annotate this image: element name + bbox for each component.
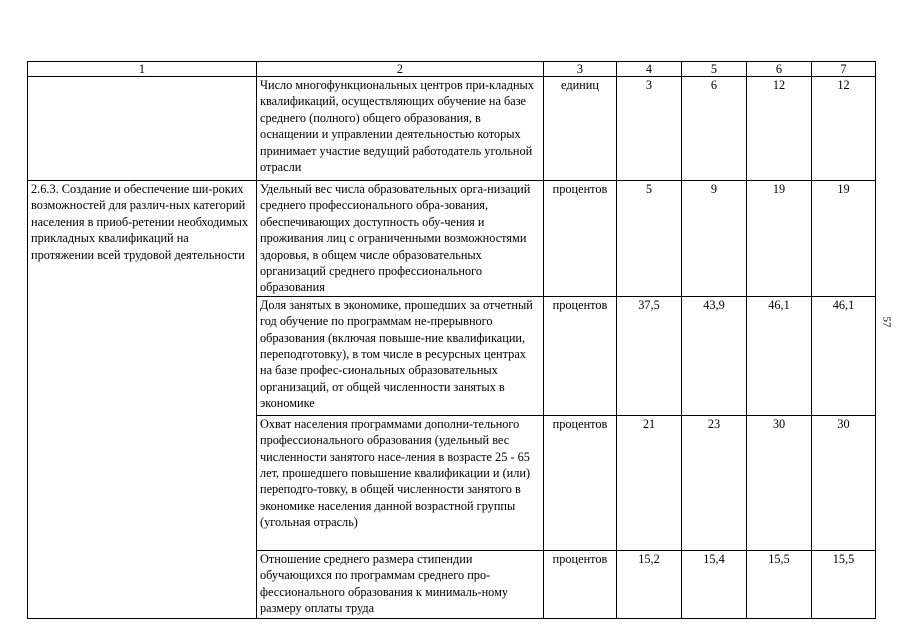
header-cell-1: 1 [28, 62, 257, 77]
value-cell-4: 3 [617, 77, 682, 181]
value-cell-7: 12 [812, 77, 876, 181]
value-cell-4: 21 [617, 415, 682, 550]
header-cell-4: 4 [617, 62, 682, 77]
unit-cell: процентов [544, 415, 617, 550]
value-cell-7: 15,5 [812, 550, 876, 618]
header-cell-5: 5 [682, 62, 747, 77]
value-cell-6: 12 [747, 77, 812, 181]
value-cell-6: 15,5 [747, 550, 812, 618]
indicator-cell: Охват населения программами дополни-тельного профессионального образования (удельный вес численности занятого насе-ления в возрасте 25 - 65 лет, прошедшего повышение квалификации и (или) переподго-товку, в общей численности занятого в экономике населения данной возрастной группы (угольная отрасль) [257, 415, 544, 550]
indicator-cell: Отношение среднего размера стипендии обучающихся по программам среднего про-фессионального образования к минималь-ному размеру оплаты труда [257, 550, 544, 618]
task-cell: 2.6.3. Создание и обеспечение ши-роких возможностей для различ-ных категорий населения в приоб-ретении необходимых прикладных квалификаций на протяжении всей трудовой деятельности [28, 181, 257, 619]
value-cell-7: 19 [812, 181, 876, 297]
value-cell-5: 43,9 [682, 296, 747, 415]
value-cell-4: 5 [617, 181, 682, 297]
table-row [28, 181, 876, 297]
header-cell-6: 6 [747, 62, 812, 77]
value-cell-7: 30 [812, 415, 876, 550]
header-cell-3: 3 [544, 62, 617, 77]
task-cell-empty [28, 77, 257, 181]
value-cell-6: 46,1 [747, 296, 812, 415]
value-cell-5: 23 [682, 415, 747, 550]
value-cell-6: 19 [747, 181, 812, 297]
value-cell-5: 15,4 [682, 550, 747, 618]
unit-cell: процентов [544, 181, 617, 297]
unit-cell: единиц [544, 77, 617, 181]
unit-cell: процентов [544, 296, 617, 415]
indicator-cell: Удельный вес числа образовательных орга-низаций среднего профессионального обра-зования, обеспечивающих доступность обу-чения и проживания лиц с ограниченными возможностями здоровья, в общем числе образовательных организаций среднего профессионального образования [257, 181, 544, 297]
header-cell-7: 7 [812, 62, 876, 77]
indicator-table [27, 61, 876, 619]
indicator-cell: Доля занятых в экономике, прошедших за отчетный год обучение по программам не-прерывного образования (включая повыше-ние квалификации, переподготовку), в том числе в ресурсных центрах на базе профес-сиональных образовательных организаций, от общей численности занятых в экономике [257, 296, 544, 415]
value-cell-6: 30 [747, 415, 812, 550]
value-cell-5: 9 [682, 181, 747, 297]
page-number: 57 [880, 316, 893, 328]
value-cell-5: 6 [682, 77, 747, 181]
table-row [28, 77, 876, 181]
header-cell-2: 2 [257, 62, 544, 77]
value-cell-4: 37,5 [617, 296, 682, 415]
unit-cell: процентов [544, 550, 617, 618]
value-cell-4: 15,2 [617, 550, 682, 618]
value-cell-7: 46,1 [812, 296, 876, 415]
header-row [28, 62, 876, 77]
indicator-cell: Число многофункциональных центров при-кладных квалификаций, осуществляющих обучение на базе среднего (полного) общего образования, в оснащении и управлении деятельностью которых принимает участие ведущий работодатель угольной отрасли [257, 77, 544, 181]
